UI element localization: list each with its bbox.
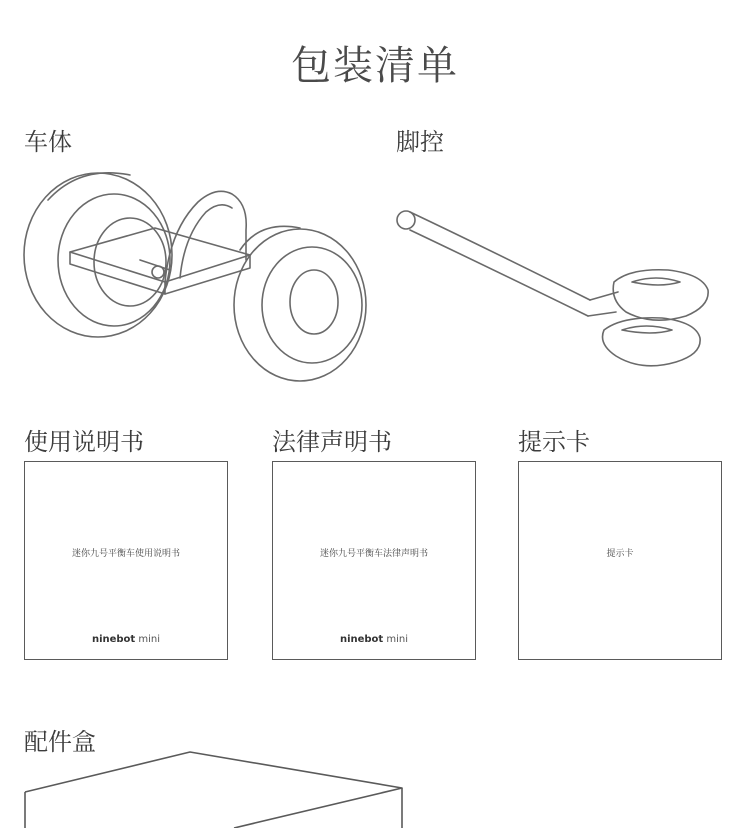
label-accessory-box: 配件盒 xyxy=(24,728,96,756)
label-vehicle-body: 车体 xyxy=(24,128,72,156)
brand-bold: ninebot xyxy=(91,634,136,645)
notice-card-caption: 提示卡 xyxy=(606,549,634,559)
brand-light: mini xyxy=(138,634,161,645)
vehicle-body-illustration xyxy=(20,160,380,390)
page-title: 包装清单 xyxy=(291,43,459,89)
foot-control-illustration xyxy=(390,190,720,380)
user-manual-booklet xyxy=(24,461,228,660)
legal-statement-caption: 迷你九号平衡车法律声明书 xyxy=(319,549,428,559)
notice-card xyxy=(518,461,722,660)
label-notice-card: 提示卡 xyxy=(518,428,590,456)
label-foot-control: 脚控 xyxy=(396,128,444,156)
legal-statement-booklet xyxy=(272,461,476,660)
user-manual-brand-logo xyxy=(25,634,227,645)
brand-light: mini xyxy=(386,634,409,645)
legal-statement-brand-logo xyxy=(273,634,475,645)
label-user-manual: 使用说明书 xyxy=(24,428,144,456)
accessory-box-illustration xyxy=(20,748,410,828)
brand-bold: ninebot xyxy=(339,634,384,645)
label-legal-statement: 法律声明书 xyxy=(272,428,392,456)
user-manual-caption: 迷你九号平衡车使用说明书 xyxy=(71,549,180,559)
